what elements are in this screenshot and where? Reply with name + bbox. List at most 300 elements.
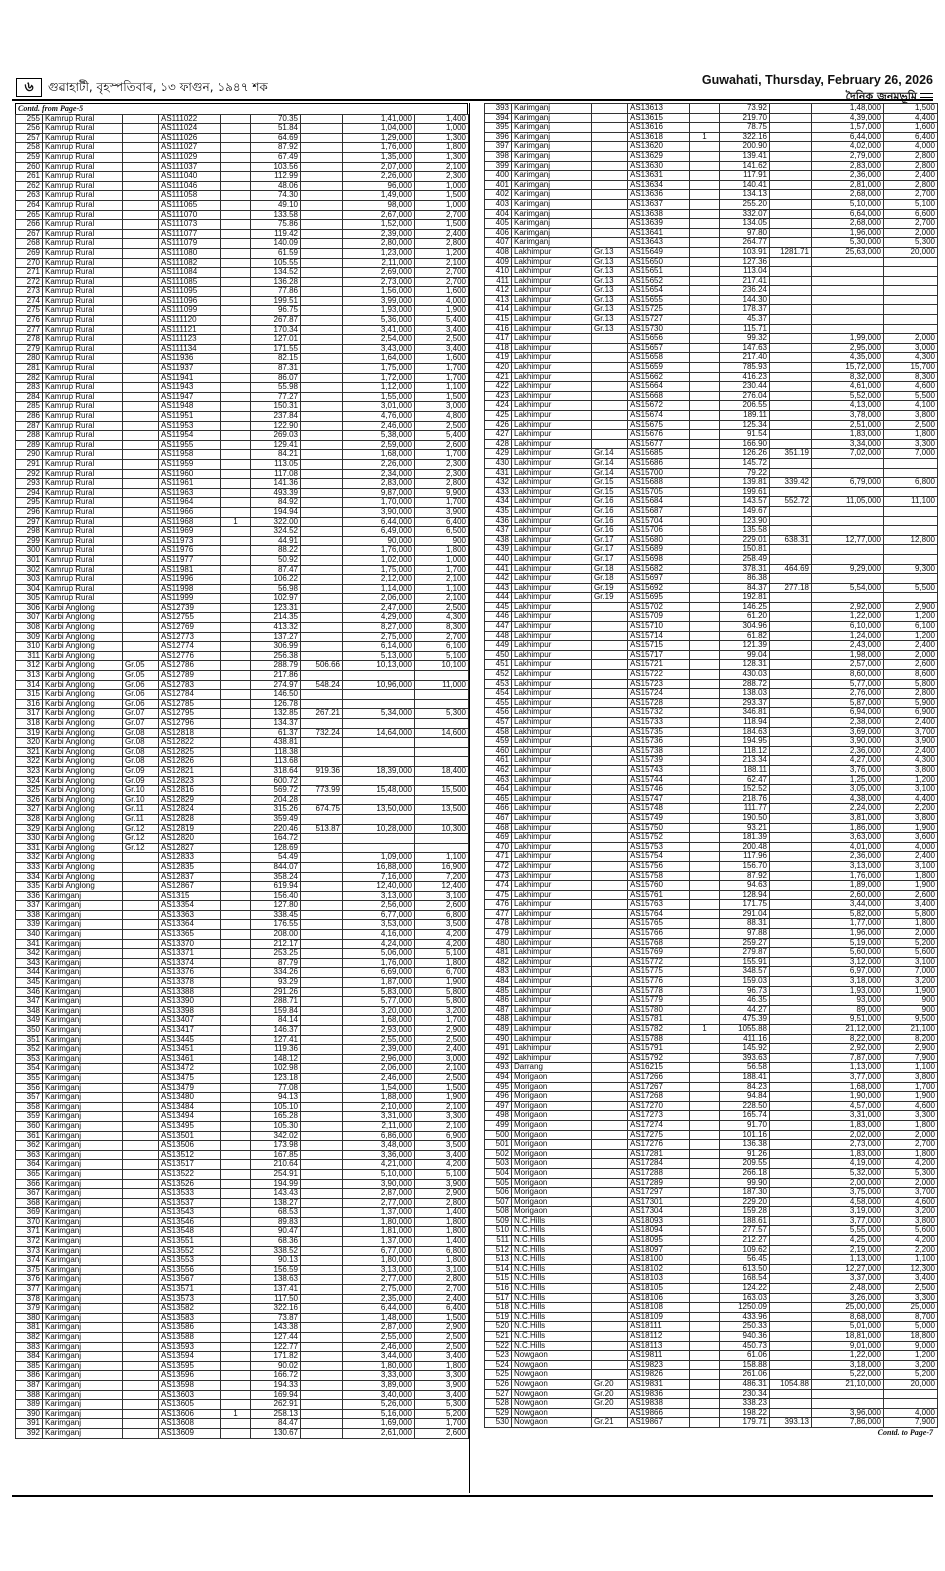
group-total-cell — [301, 114, 343, 124]
district-cell: Karimganj — [43, 1246, 123, 1256]
group-cell — [592, 1284, 628, 1294]
area-cell: 322.16 — [720, 132, 770, 142]
group-total-cell — [770, 238, 812, 248]
serial-cell: 441 — [485, 564, 512, 574]
area-cell: 75.86 — [251, 220, 301, 230]
code-cell: AS111037 — [159, 162, 221, 172]
group-total-cell — [301, 776, 343, 786]
group-total-cell: 919.36 — [301, 766, 343, 776]
rounded-cell: 2,000 — [884, 334, 938, 344]
serial-cell: 420 — [485, 363, 512, 373]
area-cell: 210.64 — [251, 1160, 301, 1170]
rounded-cell: 1,700 — [415, 565, 469, 575]
rounded-cell: 2,900 — [884, 1044, 938, 1054]
serial-cell: 511 — [485, 1236, 512, 1246]
table-row — [16, 152, 469, 162]
flag-cell — [690, 641, 720, 651]
group-total-cell — [301, 546, 343, 556]
amount-cell: 2,73,000 — [343, 277, 415, 287]
amount-cell: 2,59,000 — [343, 440, 415, 450]
district-cell: Lakhimpur — [512, 516, 592, 526]
serial-cell: 446 — [485, 612, 512, 622]
group-cell — [592, 334, 628, 344]
group-cell — [592, 794, 628, 804]
code-cell: AS15749 — [628, 813, 690, 823]
serial-cell: 353 — [16, 1054, 43, 1064]
group-total-cell — [770, 1255, 812, 1265]
rounded-cell: 3,400 — [415, 325, 469, 335]
amount-cell: 2,75,000 — [343, 1285, 415, 1295]
serial-cell: 332 — [16, 853, 43, 863]
flag-cell — [221, 440, 251, 450]
area-cell: 188.41 — [720, 1072, 770, 1082]
area-cell: 62.47 — [720, 775, 770, 785]
code-cell: AS18093 — [628, 1216, 690, 1226]
table-row — [485, 391, 938, 401]
code-cell: AS15727 — [628, 315, 690, 325]
amount-cell: 4,38,000 — [812, 794, 884, 804]
group-cell — [123, 431, 159, 441]
rounded-cell: 2,800 — [884, 161, 938, 171]
serial-cell: 355 — [16, 1073, 43, 1083]
district-cell: Lakhimpur — [512, 938, 592, 948]
flag-cell — [690, 1072, 720, 1082]
serial-cell: 500 — [485, 1130, 512, 1140]
group-total-cell — [770, 785, 812, 795]
group-total-cell — [301, 373, 343, 383]
area-cell: 170.34 — [251, 325, 301, 335]
group-total-cell: 1281.71 — [770, 247, 812, 257]
area-cell: 450.73 — [720, 1341, 770, 1351]
district-cell: Karimganj — [43, 1352, 123, 1362]
group-cell — [592, 1293, 628, 1303]
flag-cell — [690, 1130, 720, 1140]
code-cell: AS15772 — [628, 957, 690, 967]
area-cell: 438.81 — [251, 738, 301, 748]
flag-cell — [690, 1044, 720, 1054]
serial-cell: 485 — [485, 986, 512, 996]
flag-cell — [221, 536, 251, 546]
group-cell — [123, 1400, 159, 1410]
area-cell: 475.39 — [720, 1015, 770, 1025]
serial-cell: 514 — [485, 1264, 512, 1274]
flag-cell — [690, 1207, 720, 1217]
amount-cell: 1,96,000 — [812, 228, 884, 238]
flag-cell — [690, 900, 720, 910]
serial-cell: 292 — [16, 469, 43, 479]
group-cell — [592, 948, 628, 958]
area-cell: 164.72 — [251, 834, 301, 844]
group-total-cell — [301, 613, 343, 623]
code-cell: AS15676 — [628, 430, 690, 440]
table-row — [485, 458, 938, 468]
code-cell: AS13605 — [159, 1400, 221, 1410]
flag-cell — [690, 228, 720, 238]
flag-cell — [221, 1054, 251, 1064]
flag-cell — [690, 957, 720, 967]
district-cell: Karimganj — [43, 958, 123, 968]
serial-cell: 392 — [16, 1428, 43, 1438]
flag-cell — [690, 1140, 720, 1150]
group-total-cell — [770, 852, 812, 862]
code-cell: AS15761 — [628, 890, 690, 900]
code-cell: AS15778 — [628, 986, 690, 996]
rounded-cell: 2,800 — [884, 689, 938, 699]
rounded-cell: 1,100 — [415, 584, 469, 594]
amount-cell — [343, 719, 415, 729]
area-cell: 291.26 — [251, 987, 301, 997]
code-cell: AS15700 — [628, 468, 690, 478]
rounded-cell: 4,200 — [415, 939, 469, 949]
serial-cell: 270 — [16, 258, 43, 268]
group-cell — [592, 1034, 628, 1044]
serial-cell: 398 — [485, 151, 512, 161]
rounded-cell: 3,400 — [884, 900, 938, 910]
area-cell: 93.29 — [251, 978, 301, 988]
serial-cell: 495 — [485, 1082, 512, 1092]
amount-cell: 13,50,000 — [343, 805, 415, 815]
rounded-cell: 10,300 — [415, 824, 469, 834]
group-cell — [592, 871, 628, 881]
flag-cell — [690, 209, 720, 219]
area-cell: 105.10 — [251, 1102, 301, 1112]
group-total-cell — [770, 420, 812, 430]
group-total-cell — [770, 276, 812, 286]
rounded-cell — [884, 276, 938, 286]
amount-cell: 1,24,000 — [812, 631, 884, 641]
group-total-cell — [301, 239, 343, 249]
group-cell — [123, 440, 159, 450]
flag-cell — [690, 1389, 720, 1399]
flag-cell — [690, 1360, 720, 1370]
code-cell: AS13526 — [159, 1179, 221, 1189]
serial-cell: 266 — [16, 220, 43, 230]
code-cell: AS11955 — [159, 440, 221, 450]
serial-cell: 290 — [16, 450, 43, 460]
amount-cell: 7,02,000 — [812, 449, 884, 459]
group-total-cell — [770, 315, 812, 325]
serial-cell: 451 — [485, 660, 512, 670]
rounded-cell: 1,700 — [415, 364, 469, 374]
table-row — [485, 1293, 938, 1303]
group-total-cell — [301, 440, 343, 450]
code-cell: AS12827 — [159, 843, 221, 853]
district-cell: Nowgaon — [512, 1408, 592, 1418]
amount-cell: 3,34,000 — [812, 439, 884, 449]
code-cell: AS15652 — [628, 276, 690, 286]
group-cell — [123, 517, 159, 527]
group-cell — [123, 1054, 159, 1064]
group-cell — [592, 996, 628, 1006]
amount-cell: 15,48,000 — [343, 786, 415, 796]
rounded-cell: 2,000 — [884, 1130, 938, 1140]
group-cell: Gr.16 — [592, 526, 628, 536]
group-cell: Gr.19 — [592, 593, 628, 603]
serial-cell: 264 — [16, 200, 43, 210]
serial-cell: 318 — [16, 719, 43, 729]
area-cell: 134.05 — [720, 219, 770, 229]
rounded-cell: 3,000 — [415, 402, 469, 412]
group-total-cell — [301, 268, 343, 278]
flag-cell — [221, 1256, 251, 1266]
group-cell — [592, 104, 628, 114]
group-total-cell — [770, 526, 812, 536]
district-cell: Karimganj — [512, 113, 592, 123]
rounded-cell: 6,900 — [884, 708, 938, 718]
group-cell — [592, 1274, 628, 1284]
rounded-cell: 4,600 — [884, 382, 938, 392]
amount-cell: 1,49,000 — [343, 191, 415, 201]
serial-cell: 431 — [485, 468, 512, 478]
table-row — [485, 1408, 938, 1418]
amount-cell: 5,13,000 — [343, 651, 415, 661]
serial-cell: 478 — [485, 919, 512, 929]
flag-cell — [221, 1121, 251, 1131]
area-cell: 119.42 — [251, 229, 301, 239]
area-cell: 264.77 — [720, 238, 770, 248]
amount-cell: 1,75,000 — [343, 565, 415, 575]
group-cell — [123, 565, 159, 575]
table-row — [16, 738, 469, 748]
area-cell: 152.52 — [720, 785, 770, 795]
amount-cell: 12,27,000 — [812, 1264, 884, 1274]
district-cell: Karimganj — [43, 1342, 123, 1352]
table-row — [485, 516, 938, 526]
table-row — [485, 247, 938, 257]
amount-cell: 6,44,000 — [343, 517, 415, 527]
serial-cell: 439 — [485, 545, 512, 555]
table-row — [485, 286, 938, 296]
district-cell: Lakhimpur — [512, 458, 592, 468]
table-row — [485, 343, 938, 353]
serial-cell: 373 — [16, 1246, 43, 1256]
serial-cell: 352 — [16, 1045, 43, 1055]
serial-cell: 308 — [16, 623, 43, 633]
serial-cell: 444 — [485, 593, 512, 603]
district-cell: Karimganj — [43, 1169, 123, 1179]
area-cell: 159.03 — [720, 977, 770, 987]
rounded-cell — [415, 757, 469, 767]
amount-cell: 2,34,000 — [343, 469, 415, 479]
rounded-cell: 2,000 — [884, 228, 938, 238]
table-row — [485, 1312, 938, 1322]
group-cell — [592, 1188, 628, 1198]
district-cell: Karbi Anglong — [43, 814, 123, 824]
group-cell — [123, 1064, 159, 1074]
rounded-cell: 5,100 — [415, 1169, 469, 1179]
group-cell — [123, 239, 159, 249]
code-cell: AS18109 — [628, 1312, 690, 1322]
rounded-cell: 1,900 — [884, 1092, 938, 1102]
group-total-cell — [770, 919, 812, 929]
table-row — [16, 296, 469, 306]
flag-cell — [690, 430, 720, 440]
group-total-cell — [301, 795, 343, 805]
table-row — [16, 603, 469, 613]
group-total-cell — [770, 123, 812, 133]
code-cell: AS13506 — [159, 1141, 221, 1151]
rounded-cell: 1,200 — [884, 1351, 938, 1361]
serial-cell: 496 — [485, 1092, 512, 1102]
group-total-cell — [301, 1179, 343, 1189]
area-cell: 214.35 — [251, 613, 301, 623]
amount-cell: 4,76,000 — [343, 412, 415, 422]
code-cell: AS111134 — [159, 344, 221, 354]
amount-cell: 4,02,000 — [812, 142, 884, 152]
group-cell — [592, 631, 628, 641]
area-cell: 145.72 — [720, 458, 770, 468]
flag-cell — [221, 997, 251, 1007]
district-cell: Kamrup Rural — [43, 344, 123, 354]
code-cell: AS13533 — [159, 1189, 221, 1199]
district-cell: Karimganj — [43, 1045, 123, 1055]
area-cell: 359.49 — [251, 814, 301, 824]
district-cell: Karimganj — [43, 901, 123, 911]
rounded-cell: 3,900 — [415, 1380, 469, 1390]
table-row — [485, 794, 938, 804]
group-cell — [123, 584, 159, 594]
district-cell: Lakhimpur — [512, 957, 592, 967]
group-total-cell — [770, 861, 812, 871]
code-cell: AS15769 — [628, 948, 690, 958]
flag-cell: 1 — [221, 517, 251, 527]
table-row — [485, 698, 938, 708]
amount-cell — [812, 545, 884, 555]
district-cell: Kamrup Rural — [43, 277, 123, 287]
group-cell — [592, 199, 628, 209]
code-cell: AS13594 — [159, 1352, 221, 1362]
group-cell — [123, 872, 159, 882]
area-cell: 258.49 — [720, 554, 770, 564]
district-cell: Morigaon — [512, 1111, 592, 1121]
group-total-cell — [301, 296, 343, 306]
district-cell: Lakhimpur — [512, 631, 592, 641]
amount-cell: 3,13,000 — [812, 861, 884, 871]
serial-cell: 330 — [16, 834, 43, 844]
amount-cell: 6,44,000 — [343, 1304, 415, 1314]
rounded-cell: 3,100 — [415, 1265, 469, 1275]
flag-cell — [221, 1323, 251, 1333]
area-cell: 322.00 — [251, 517, 301, 527]
district-cell: Lakhimpur — [512, 756, 592, 766]
rounded-cell: 2,800 — [884, 151, 938, 161]
group-cell — [123, 958, 159, 968]
serial-cell: 434 — [485, 497, 512, 507]
code-cell: AS13552 — [159, 1246, 221, 1256]
code-cell: AS12867 — [159, 882, 221, 892]
code-cell: AS13451 — [159, 1045, 221, 1055]
rounded-cell: 11,000 — [415, 680, 469, 690]
serial-cell: 385 — [16, 1361, 43, 1371]
flag-cell — [221, 584, 251, 594]
serial-cell: 436 — [485, 516, 512, 526]
serial-cell: 284 — [16, 392, 43, 402]
group-total-cell — [770, 881, 812, 891]
district-cell: Lakhimpur — [512, 612, 592, 622]
rounded-cell — [884, 554, 938, 564]
flag-cell — [221, 1189, 251, 1199]
group-cell — [123, 1371, 159, 1381]
area-cell: 228.50 — [720, 1101, 770, 1111]
group-cell — [123, 613, 159, 623]
serial-cell: 471 — [485, 852, 512, 862]
serial-cell: 519 — [485, 1312, 512, 1322]
table-row — [16, 1160, 469, 1170]
area-cell: 230.34 — [720, 1389, 770, 1399]
table-row — [16, 335, 469, 345]
group-total-cell — [301, 162, 343, 172]
serial-cell: 442 — [485, 574, 512, 584]
rounded-cell: 6,500 — [415, 527, 469, 537]
rounded-cell: 2,800 — [884, 180, 938, 190]
serial-cell: 509 — [485, 1216, 512, 1226]
serial-cell: 401 — [485, 180, 512, 190]
amount-cell: 89,000 — [812, 1005, 884, 1015]
rounded-cell: 1,700 — [415, 1419, 469, 1429]
table-row — [16, 795, 469, 805]
amount-cell — [812, 554, 884, 564]
area-cell: 126.26 — [720, 449, 770, 459]
amount-cell: 2,54,000 — [343, 335, 415, 345]
code-cell: AS15715 — [628, 641, 690, 651]
rounded-cell — [884, 545, 938, 555]
group-cell — [592, 1332, 628, 1342]
rounded-cell: 5,200 — [415, 1409, 469, 1419]
area-cell: 266.18 — [720, 1168, 770, 1178]
district-cell: Karimganj — [43, 1073, 123, 1083]
group-cell — [592, 238, 628, 248]
group-cell — [123, 421, 159, 431]
area-cell: 217.41 — [720, 276, 770, 286]
group-cell — [123, 248, 159, 258]
code-cell: AS15717 — [628, 650, 690, 660]
serial-cell: 293 — [16, 479, 43, 489]
area-cell: 304.96 — [720, 622, 770, 632]
rounded-cell: 8,200 — [884, 1034, 938, 1044]
rounded-cell: 3,800 — [884, 1072, 938, 1082]
code-cell: AS13546 — [159, 1217, 221, 1227]
area-cell: 254.91 — [251, 1169, 301, 1179]
flag-cell — [221, 344, 251, 354]
rounded-cell: 15,500 — [415, 786, 469, 796]
district-cell: Karbi Anglong — [43, 632, 123, 642]
area-cell: 137.27 — [251, 632, 301, 642]
group-total-cell — [301, 575, 343, 585]
table-row — [16, 834, 469, 844]
amount-cell: 2,51,000 — [812, 420, 884, 430]
code-cell: AS15736 — [628, 737, 690, 747]
district-cell: Morigaon — [512, 1159, 592, 1169]
amount-cell: 9,01,000 — [812, 1341, 884, 1351]
group-cell — [592, 833, 628, 843]
amount-cell — [812, 506, 884, 516]
code-cell: AS13522 — [159, 1169, 221, 1179]
amount-cell — [812, 487, 884, 497]
rounded-cell: 1,300 — [415, 133, 469, 143]
district-cell: Lakhimpur — [512, 813, 592, 823]
rounded-cell: 25,000 — [884, 1303, 938, 1313]
group-cell — [123, 1323, 159, 1333]
area-cell: 332.07 — [720, 209, 770, 219]
table-row — [16, 344, 469, 354]
serial-cell: 482 — [485, 957, 512, 967]
district-cell: Karimganj — [43, 1419, 123, 1429]
district-cell: Karimganj — [512, 132, 592, 142]
group-cell: Gr.13 — [592, 315, 628, 325]
amount-cell: 3,77,000 — [812, 1216, 884, 1226]
amount-cell: 3,20,000 — [343, 1006, 415, 1016]
amount-cell: 5,52,000 — [812, 391, 884, 401]
